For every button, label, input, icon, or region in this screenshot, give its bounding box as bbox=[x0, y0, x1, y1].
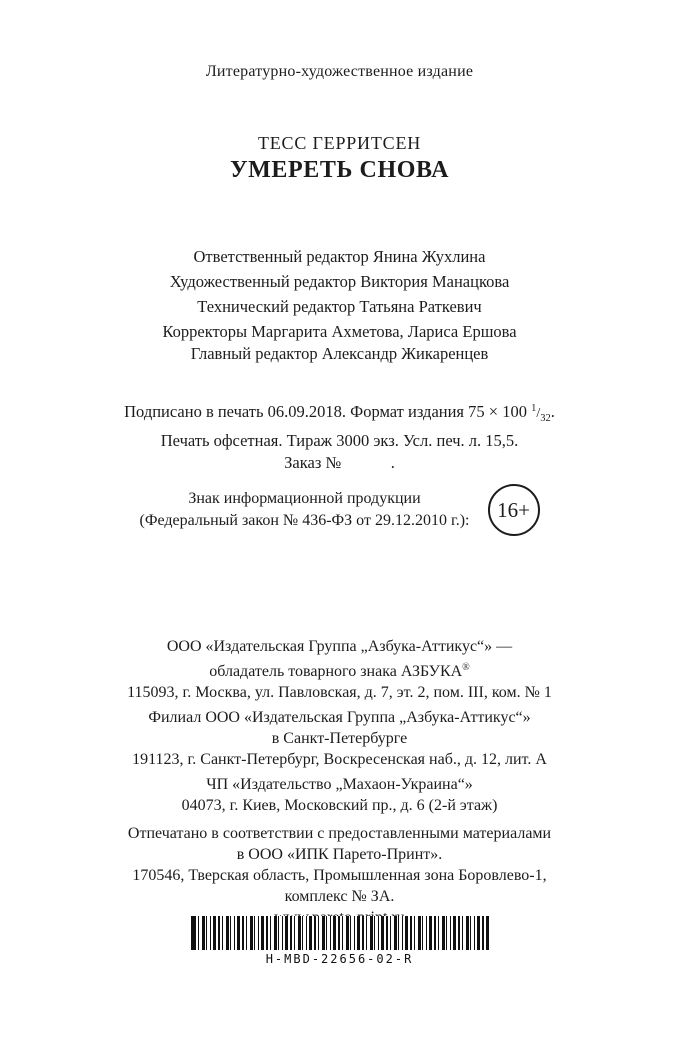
imprint-line-order: Заказ № . bbox=[284, 453, 395, 472]
barcode-bars bbox=[191, 916, 489, 950]
imprint-format-prefix: Подписано в печать 06.09.2018. Формат издания 75 × 100 bbox=[124, 402, 532, 421]
imprint-format-suffix: . bbox=[550, 402, 555, 421]
format-fraction-slash: / bbox=[536, 406, 541, 421]
publisher-line bbox=[0, 657, 679, 682]
format-fraction-numerator: 1 bbox=[531, 403, 537, 414]
publisher-line: Филиал ООО «Издательская Группа „Азбука-Аттикус“» bbox=[148, 709, 531, 726]
publisher-line: в Санкт-Петербурге bbox=[271, 730, 408, 747]
imprint-block bbox=[0, 398, 679, 474]
publisher-group-azbuka bbox=[0, 636, 679, 703]
printing-line: в ООО «ИПК Парето-Принт». bbox=[236, 846, 443, 863]
staff-line: Художественный редактор Виктория Манацкова bbox=[169, 272, 510, 291]
barcode bbox=[0, 916, 679, 966]
publisher-group-ukraine bbox=[0, 774, 679, 816]
trademark-text: обладатель товарного знака АЗБУКА bbox=[209, 663, 463, 680]
age-mark-row bbox=[0, 484, 679, 536]
imprint-line-print: Печать офсетная. Тираж 3000 экз. Усл. печ. л. 15,5. bbox=[160, 431, 519, 450]
age-mark-text bbox=[139, 488, 469, 532]
age-rating-badge bbox=[488, 484, 540, 536]
imprint-line-format bbox=[0, 398, 679, 430]
age-mark-line: (Федеральный закон № 436-ФЗ от 29.12.2010 г.): bbox=[139, 512, 470, 529]
barcode-code-label: H-MBD-22656-02-R bbox=[265, 952, 414, 966]
publisher-line: ООО «Издательская Группа „Азбука-Аттикус“» — bbox=[166, 638, 513, 655]
printing-address-line: комплекс № ЗА. bbox=[284, 888, 395, 905]
chief-editor-line: Главный редактор Александр Жикаренцев bbox=[190, 344, 489, 363]
publisher-address-line: 191123, г. Санкт-Петербург, Воскресенская наб., д. 12, лит. А bbox=[132, 751, 547, 768]
printing-address-line: 170546, Тверская область, Промышленная зона Боровлево-1, bbox=[132, 867, 547, 884]
registered-trademark-icon: ® bbox=[462, 662, 470, 673]
staff-block bbox=[0, 244, 679, 344]
publisher-line: ЧП «Издательство „Махаон-Украина“» bbox=[206, 776, 473, 793]
staff-line: Технический редактор Татьяна Раткевич bbox=[197, 297, 482, 316]
format-fraction-denominator: 32 bbox=[540, 413, 551, 424]
staff-line: Ответственный редактор Янина Жухлина bbox=[193, 247, 486, 266]
publisher-address-line: 04073, г. Киев, Московский пр., д. 6 (2-й этаж) bbox=[181, 797, 498, 814]
age-mark-line: Знак информационной продукции bbox=[188, 490, 421, 507]
publisher-block bbox=[0, 636, 679, 932]
publisher-group-printing bbox=[0, 823, 679, 928]
age-rating-label: 16+ bbox=[497, 497, 530, 522]
book-title: УМЕРЕТЬ СНОВА bbox=[229, 157, 450, 183]
publisher-address-line: 115093, г. Москва, ул. Павловская, д. 7, эт. 2, пом. III, ком. № 1 bbox=[127, 684, 552, 701]
edition-note: Литературно-художественное издание bbox=[205, 63, 474, 80]
author-name: ТЕСС ГЕРРИТСЕН bbox=[257, 133, 422, 153]
printing-line: Отпечатано в соответствии с предоставленными материалами bbox=[127, 825, 552, 842]
publisher-group-branch bbox=[0, 707, 679, 770]
staff-line: Корректоры Маргарита Ахметова, Лариса Ершова bbox=[162, 322, 517, 341]
